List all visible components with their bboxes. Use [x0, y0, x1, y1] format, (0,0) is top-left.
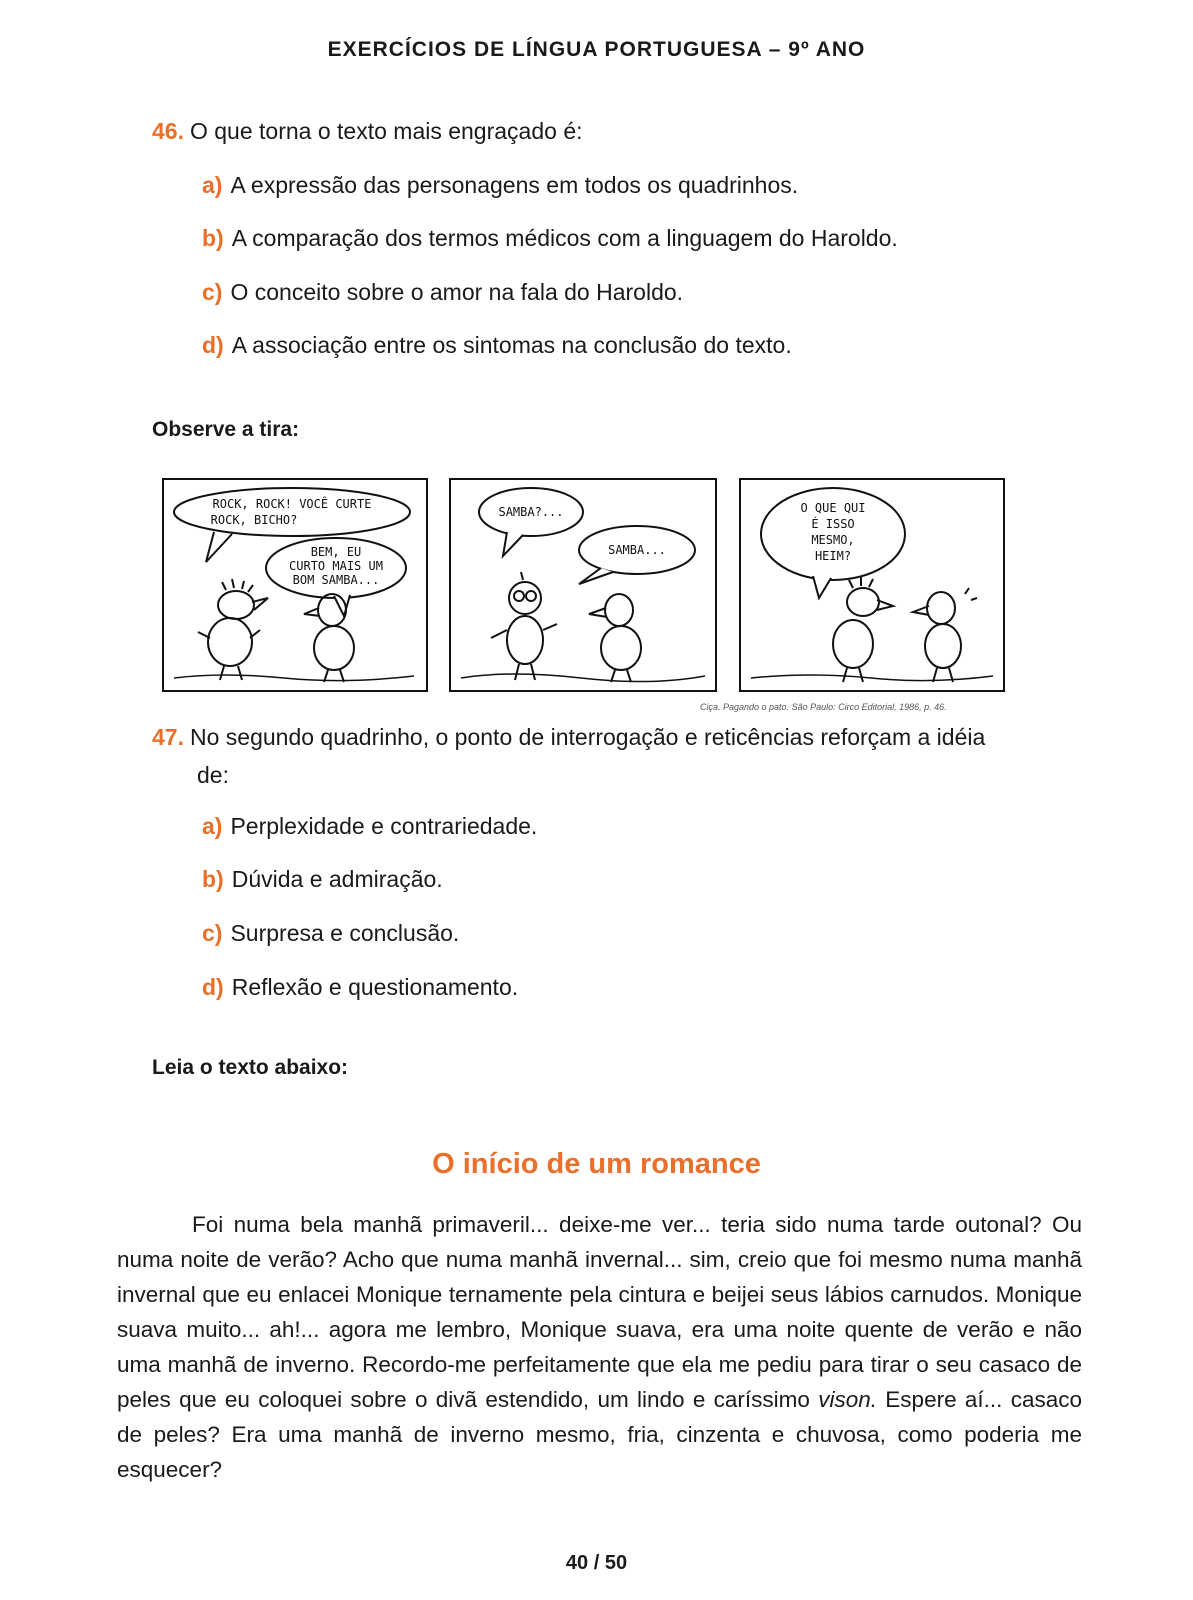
panel1-bubble2-line2: CURTO MAIS UM: [289, 559, 383, 573]
panel1-bubble1-line1: ROCK, ROCK! VOCÊ CURTE: [212, 497, 372, 511]
option-text: Reflexão e questionamento.: [231, 974, 519, 1000]
page-number: 40 / 50: [565, 1552, 628, 1574]
option-text: O conceito sobre o amor na fala do Haroldo.: [230, 279, 684, 305]
option-letter: d): [202, 974, 224, 1000]
option-letter: a): [202, 813, 223, 839]
q47-option-b: [202, 864, 1082, 894]
observe-label: Observe a tira:: [152, 418, 300, 441]
panel3-bubble-line1: O QUE QUI: [800, 501, 866, 515]
option-text: Dúvida e admiração.: [231, 866, 443, 892]
option-text: Surpresa e conclusão.: [230, 920, 460, 946]
question-number: 46.: [152, 118, 184, 144]
question-text: O que torna o texto mais engraçado é:: [189, 118, 583, 144]
question-text-line1: No segundo quadrinho, o ponto de interrogação e reticências reforçam a idéia: [189, 724, 986, 750]
option-letter: a): [202, 172, 223, 198]
option-text: Perplexidade e contrariedade.: [230, 813, 538, 839]
q46-option-b: [202, 223, 1082, 253]
question-46: [152, 112, 1082, 150]
q46-option-d: [202, 330, 1082, 360]
panel1-bubble2-line1: BEM, EU: [310, 545, 362, 559]
story-text-italic: vison.: [818, 1387, 877, 1412]
question-47: [152, 718, 1082, 794]
q47-option-d: [202, 972, 1082, 1002]
panel1-bubble1-line2: ROCK, BICHO?: [210, 513, 298, 527]
panel2-bubble2: SAMBA...: [608, 543, 666, 557]
question-text-line2: de:: [197, 762, 229, 788]
comic-panel-1: [162, 478, 428, 692]
read-label: Leia o texto abaixo:: [152, 1056, 349, 1079]
comic-panel-2: [449, 478, 717, 692]
comic-panel-2-drawing: [451, 480, 715, 690]
comic-panel-3-drawing: [741, 480, 1003, 690]
option-letter: c): [202, 920, 223, 946]
page-header: EXERCÍCIOS DE LÍNGUA PORTUGUESA – 9º ANO: [327, 38, 866, 61]
story-paragraph: [117, 1207, 1082, 1487]
option-text: A associação entre os sintomas na conclusão do texto.: [231, 332, 792, 358]
option-letter: b): [202, 866, 224, 892]
story-text-part1: Foi numa bela manhã primaveril... deixe-me ver... teria sido numa tarde outonal? Ou numa noite de verão? Acho que numa manhã invernal... sim, creio que foi mesmo numa manhã invernal que eu enlacei Monique ternamente pela cintura e beijei seus lábios carnudos. Monique suava muito... ah!... agora me lembro, Monique suava, era uma noite quente de verão e não uma manhã de inverno. Recordo-me perfeitamente que ela me pediu para tirar o seu casaco de peles que eu coloquei sobre o divã estendido, um lindo e caríssimo: [117, 1212, 1082, 1412]
panel3-bubble-line3: MESMO,: [811, 533, 855, 547]
panel3-bubble-line4: HEIM?: [814, 549, 852, 563]
comic-panel-1-drawing: [164, 480, 426, 690]
q47-option-a: [202, 811, 1082, 841]
story-text-part2: Espere aí... casaco de peles? Era uma manhã de inverno mesmo, fria, cinzenta e chuvosa, como poderia me esquecer?: [117, 1387, 1082, 1482]
q47-option-c: [202, 918, 1082, 948]
story-title: O início de um romance: [432, 1148, 761, 1180]
panel1-bubble2-line3: BOM SAMBA...: [292, 573, 380, 587]
question-number: 47.: [152, 724, 184, 750]
panel2-bubble1: SAMBA?...: [498, 505, 564, 519]
option-text: A expressão das personagens em todos os quadrinhos.: [230, 172, 799, 198]
q46-option-c: [202, 277, 1082, 307]
comic-panel-3: [739, 478, 1005, 692]
q46-option-a: [202, 170, 1082, 200]
option-letter: c): [202, 279, 223, 305]
option-text: A comparação dos termos médicos com a linguagem do Haroldo.: [231, 225, 898, 251]
comic-credit: Ciça. Pagando o pato. São Paulo: Circo Editorial, 1986, p. 46.: [700, 702, 947, 712]
option-letter: b): [202, 225, 224, 251]
panel3-bubble-line2: É ISSO: [811, 517, 855, 531]
option-letter: d): [202, 332, 224, 358]
comic-strip: [162, 478, 1034, 716]
